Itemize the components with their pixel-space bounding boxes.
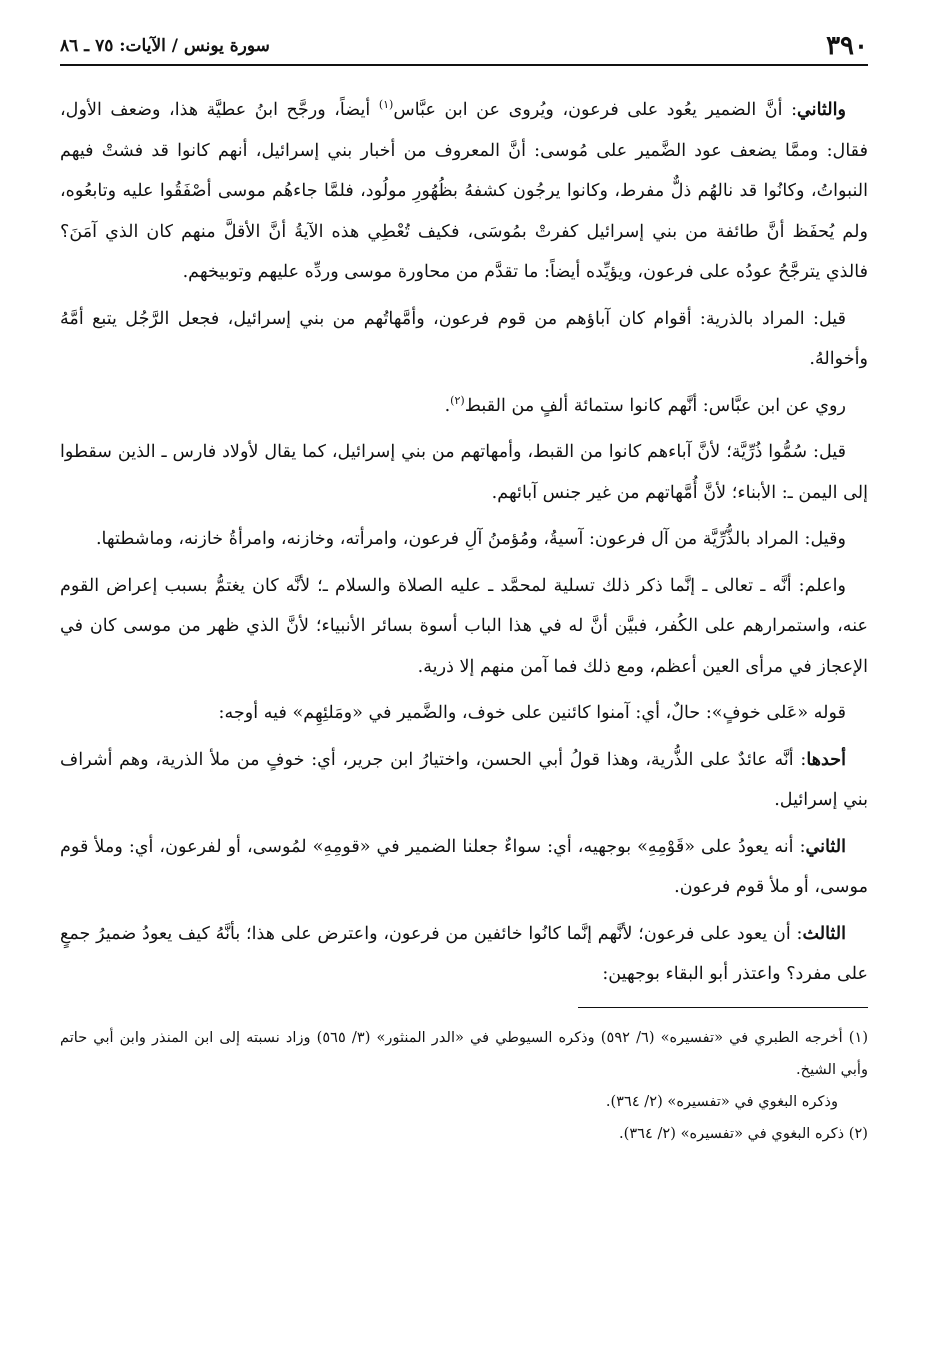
paragraph-pharaoh-family [60,519,868,560]
footnote-2: (٢) ذكره البغوي في «تفسيره» (٢/ ٣٦٤). [618,1124,868,1142]
paragraph-text: قيل: سُمُّوا ذُرِّيَّة؛ لأنَّ آباءهم كانوا من القبط، وأمهاتهم من بني إسرائيل، كما يقال لأولاد فارس ـ الذين سقطوا إلى اليمن ـ: الأبناء؛ لأنَّ أُمَّهاتهم من غير جنس آبائهم. [60,442,868,503]
paragraph-second-aspect [60,827,868,908]
main-text [60,90,868,995]
footnote-1-continuation: وذكره البغوي في «تفسيره» (٢/ ٣٦٤). [605,1092,838,1110]
paragraph-naming [60,432,868,513]
paragraph-text: أيضاً، ورجَّح ابنُ عطيَّة هذا، وضعف الأول، فقال: وممَّا يضعف عود الضَّمير على مُوسى: أنَّ المعروف من أخبار بني إسرائيل، أنهم كانوا قد فشتْ فيهم النبواتُ، وكانُوا قد نالهُم ذلٌّ مفرط، وكانوا يرجُون كشفهُ بظُهُورِ مولُود، فلمَّا جاءهُم موسى أصْفَقُوا عليه وتابعُوه، ولم يُحفَظ أنَّ طائفة من بني إسرائيل كفرتْ بمُوسَى، فكيف تُعْطِي هذه الآيةُ أنَّ الأقلَّ منهم كان الذي آمَنَ؟ فالذي يترجَّحُ عودُه على فرعون، ويؤيِّده أيضاً: ما تقدَّم من محاورة موسى وردِّه عليهم وتوبيخهم. [60,100,868,282]
page-header [60,28,868,66]
paragraph-consolation [60,566,868,688]
paragraph-text: : أنَّه عائدٌ على الذُّرية، وهذا قولُ أبي الحسن، واختيارُ ابن جرير، أي: خوفٍ من ملأ الذرية، وهم أشراف بني إسرائيل. [60,749,868,810]
paragraph-lead: أحدها [806,748,846,770]
running-head: سورة يونس / الآيات: ٧٥ ـ ٨٦ [60,36,270,56]
paragraph-text: . [444,395,451,416]
paragraph-lead: الثالث [802,922,846,944]
paragraph-text: وقيل: المراد بالذُّرِّيَّة من آل فرعون: آسيةُ، ومُؤمنُ آلِ فرعون، وامرأته، وخازنه، وامرأةُ خازنه، وماشطتها. [95,529,846,549]
paragraph-second-opinion [60,90,868,293]
book-page [60,28,868,1150]
paragraph-third-aspect [60,914,868,995]
footnote-ref-2[interactable]: (٢) [450,393,465,407]
footnote-ref-1[interactable]: (١) [378,98,394,112]
paragraph-dhurriya-definition [60,299,868,380]
footnote-divider [578,1007,868,1008]
paragraph-text: : أنَّ الضمير يعُود على فرعون، ويُروى عن ابن عبَّاس [393,100,798,120]
paragraph-ala-khawf [60,693,868,734]
page-number: ٣٩٠ [826,31,868,61]
paragraph-text: : أنه يعودُ على «قَوْمِهِ» بوجهيه، أي: سواءٌ جعلنا الضمير في «قومِهِ» لمُوسى، أو لفرعون، أي: وملأ قوم موسى، أو ملأ قوم فرعون. [60,836,868,897]
paragraph-text: قيل: المراد بالذرية: أقوام كان آباؤهم من قوم فرعون، وأمَّهاتُهم من بني إسرائيل، فجعل الرَّجُل يتبع أمَّهُ وأخوالهُ. [60,308,868,369]
footnote-1: (١) أخرجه الطبري في «تفسيره» (٦/ ٥٩٢) وذكره السيوطي في «الدر المنثور» (٣/ ٥٦٥) وزاد نسبته إلى ابن المنذر وابن أبي حاتم وأبي الشيخ. [60,1028,869,1078]
paragraph-first-aspect [60,740,868,821]
paragraph-text: قوله «عَلى خوفٍ»: حالٌ، أي: آمنوا كائنين على خوف، والضَّمير في «ومَلئِهِم» فيه أوجه: [218,703,846,723]
paragraph-ibn-abbas [60,386,868,427]
footnotes [60,1022,868,1150]
paragraph-lead: الثاني [805,835,846,857]
paragraph-text: : أن يعود على فرعون؛ لأنَّهم إنَّما كانُوا خائفين من فرعون، واعترض على هذا؛ بأنَّهُ كيف يعودُ ضميرُ جمعٍ على مفرد؟ واعتذر أبو البقاء بوجهين: [60,923,868,984]
paragraph-lead: والثاني [797,99,846,120]
paragraph-text: واعلم: أنَّه ـ تعالى ـ إنَّما ذكر ذلك تسلية لمحمَّد ـ عليه الصلاة والسلام ـ؛ لأنَّه كان يغتمُّ بسبب إعراض القوم عنه، واستمرارهم على الكُفر، فبيَّن أنَّ له في هذا الباب أسوة بسائر الأنبياء؛ لأنَّ الذي ظهر من موسى كان في الإعجاز في مرأى العين أعظم، ومع ذلك فما آمن منهم إلا ذرية. [60,575,868,677]
paragraph-text: روي عن ابن عبَّاس: أنَّهم كانوا ستمائة ألفٍ من القبط [464,395,846,416]
